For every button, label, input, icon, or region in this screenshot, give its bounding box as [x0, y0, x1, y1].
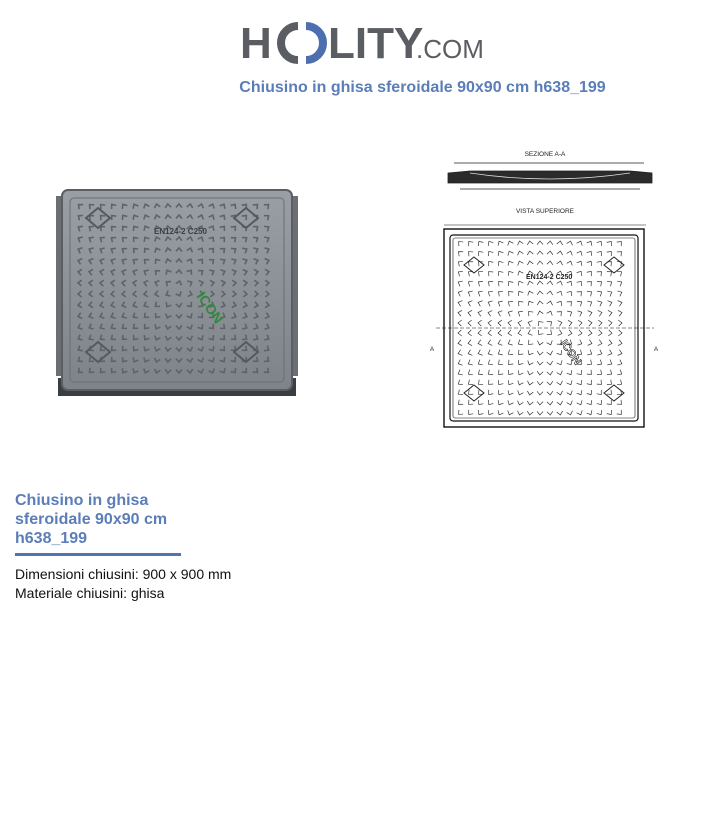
product-heading: Chiusino in ghisa sferoidale 90x90 cm h638_199 [15, 492, 168, 547]
section-marker-left: A [430, 347, 435, 353]
drawing-cast-text: EN124-2 C250 [526, 274, 573, 281]
section-view [448, 163, 652, 189]
product-photo [56, 186, 298, 398]
page-title: Chiusino in ghisa sferoidale 90x90 cm h638_199 [239, 79, 606, 96]
technical-drawing [430, 145, 660, 435]
svg-text:.COM: .COM [416, 34, 484, 64]
logo-o-mark [281, 26, 323, 60]
photo-cast-text: EN124-2 C250 [154, 227, 207, 236]
photo-brand-mark: ICON [193, 288, 227, 327]
top-view-title: VISTA SUPERIORE [515, 208, 575, 215]
svg-text:LITY: LITY [328, 19, 424, 68]
spec-dimensions: Dimensioni chiusini: 900 x 900 mm [15, 566, 232, 582]
holity-logo[interactable] [240, 18, 485, 68]
spec-material: Materiale chiusini: ghisa [15, 585, 165, 601]
heading-underline [15, 553, 181, 556]
svg-text:H: H [240, 19, 272, 68]
section-title: SEZIONE A-A [524, 151, 566, 158]
drawing-brand-mark: ICON [557, 337, 584, 368]
section-marker-right: A [654, 347, 659, 353]
